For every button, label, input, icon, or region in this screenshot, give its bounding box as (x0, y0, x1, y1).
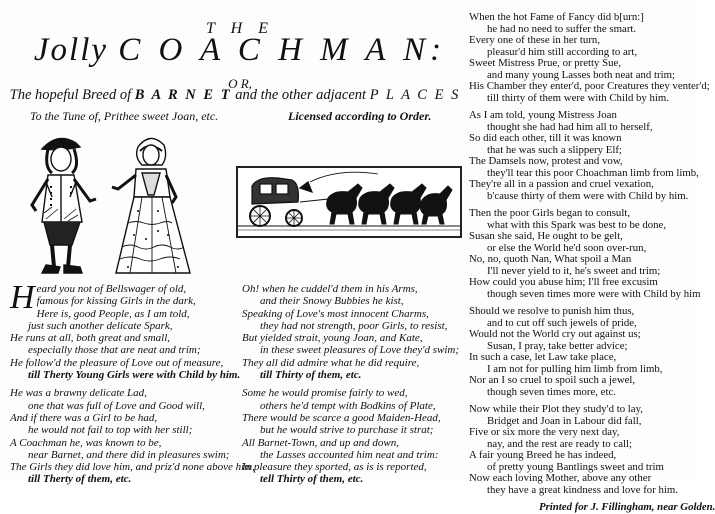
verse-line: When the hot Fame of Fancy did b[urn:] (469, 11, 644, 23)
verse-line: till Therty of them, etc. (28, 473, 132, 486)
woodcut-coach-svg (238, 168, 460, 236)
verse-line: The Girls they did love him, and priz'd none above him, (10, 461, 255, 474)
verse-line: near Barnet, and there did in pleasures swim; (28, 448, 230, 461)
license-line: Licensed according to Order. (288, 109, 432, 123)
verse-line: No, no, quoth Nan, What spoil a Man (469, 253, 632, 265)
verse-column-2 (242, 283, 459, 486)
verse-line: till thirty of them were with Child by him. (487, 91, 670, 104)
verse-line: till Therty Young Girls were with Child by him. (28, 369, 241, 382)
verse-line: As I am told, young Mistress Joan (469, 109, 617, 121)
verse-line: they had not strength, poor Girls, to resist, (260, 319, 448, 332)
verse-line: they have a great kindness and love for him. (487, 483, 678, 496)
verse-line: and their Snowy Bubbies he kist, (260, 295, 404, 308)
title-the: T H E (206, 20, 274, 37)
subtitle-part-c: and the other adjacent (235, 87, 367, 103)
subtitle-barnet: B A R N E T (134, 87, 232, 103)
verse-line: just such another delicate Spark, (28, 319, 173, 332)
verse-line: or else the World he'd soon over-run, (487, 241, 647, 254)
verse-line: Oh! when he cuddel'd them in his Arms, (242, 283, 418, 295)
verse-line: I'll never yield to it, he's sweet and trim; (487, 264, 661, 277)
verse-line: he would not fail to top with her still; (28, 424, 193, 437)
verse-line: Bridget and Joan in Labour did fall, (487, 414, 642, 427)
drop-cap: H (10, 279, 35, 316)
verse-line: but he would strive to purchase it strat; (260, 424, 434, 437)
verse-line: and to cut off such jewels of pride, (487, 316, 637, 329)
verse-line: b'cause thirty of them were with Child by him. (487, 189, 689, 202)
printer-imprint: Printed for J. Fillingham, near Golden. (539, 501, 715, 513)
verse-line: They're all in a passion and cruel vexation, (469, 178, 654, 190)
subtitle (6, 87, 464, 104)
verse-line: Should we resolve to punish him thus, (469, 305, 635, 317)
subtitle-places: P L A C E S (369, 87, 461, 103)
verse-line: How could you abuse him; I'll free excusim (469, 276, 658, 288)
verse-line: nay, and the rest are ready to call; (487, 437, 632, 450)
verse-line: though seven times more, etc. (487, 385, 616, 398)
verse-line: Five or six more the very next day, (469, 426, 620, 438)
title-main (20, 32, 460, 69)
verse-line: Now while their Plot they study'd to lay, (469, 403, 643, 415)
verse-line: Would not the World cry out against us; (469, 328, 641, 340)
verse-line: They all did admire what he did require, (242, 356, 420, 369)
verse-line: others he'd tempt with Bodkins of Plate, (260, 399, 436, 412)
verse-line: So did each other, till it was known (469, 132, 622, 144)
verse-line: There would be scarce a good Maiden-Head, (242, 411, 441, 424)
verse-line: Now each loving Mother, above any other (469, 472, 652, 484)
verse-line: till Thirty of them, etc. (260, 369, 362, 382)
verse-line: Susan, I pray, take better advice; (487, 339, 628, 352)
verse-line: The Damsels now, protest and vow, (469, 155, 623, 167)
verse-line: though seven times more were with Child by him (487, 287, 701, 300)
verse-line: tell Thirty of them, etc. (260, 473, 364, 486)
woodcut-couple-svg (18, 127, 206, 279)
verse-line: He runs at all, both great and small, (10, 332, 171, 345)
verse-line: eard you not of Bellswager of old, (36, 283, 187, 295)
verse-line: famous for kissing Girls in the dark, (36, 295, 196, 308)
verse-line: especially those that are neat and trim; (28, 344, 201, 357)
verse-line: Here is, good People, as I am told, (36, 307, 190, 320)
verse-line: He follow'd the pleasure of Love out of measure, (10, 356, 224, 369)
subtitle-part-a: The hopeful Breed of (9, 87, 132, 103)
verse-line: Sweet Mistress Prue, or pretty Sue, (469, 57, 622, 69)
verse-line: In pleasure they sported, as is is reported, (242, 461, 427, 474)
verse-line: In such a case, let Law take place, (469, 351, 617, 363)
verse-line: thought she had had him all to herself, (487, 120, 653, 133)
verse-line: And if there was a Girl to be had, (10, 411, 158, 424)
verse-line: All Barnet-Town, and up and down, (242, 436, 399, 449)
verse-line: and many young Lasses both neat and trim; (487, 68, 676, 81)
verse-line: that he was such a slippery Elf; (487, 143, 622, 156)
woodcut-coach-illustration (236, 166, 462, 238)
verse-line: A Coachman he, was known to be, (10, 436, 162, 449)
verse-line: He was a brawny delicate Lad, (10, 387, 147, 400)
verse-line: Speaking of Love's most innocent Charms, (242, 307, 429, 320)
title-word-jolly: Jolly (33, 32, 109, 68)
verse-line: Susan she said, He ought to be gelt, (469, 230, 623, 242)
verse-line: they'll tear this poor Choachman limb from limb, (487, 166, 699, 179)
verse-line: A fair young Breed he has indeed, (469, 449, 617, 461)
woodcut-couple-illustration (18, 127, 206, 279)
title-or: O R, (228, 76, 252, 91)
title-word-coachman: C O A C H M A N: (118, 32, 447, 68)
verse-line: Some he would promise fairly to wed, (242, 387, 408, 400)
verse-line: in these sweet pleasures of Love they'd swim; (260, 344, 459, 357)
verse-line: Then the poor Girls began to consult, (469, 207, 631, 219)
verse-column-3 (469, 12, 715, 514)
verse-line: what with this Spark was best to be done, (487, 218, 667, 231)
verse-line: His Chamber they enter'd, poor Creatures they venter'd; (469, 80, 710, 92)
verse-column-1 (10, 279, 255, 486)
verse-line: of pretty young Bantlings sweet and trim (487, 460, 664, 473)
verse-line: Every one of these in her turn, (469, 34, 601, 46)
verse-line: I am not for pulling him limb from limb, (487, 362, 663, 375)
verse-line: Nor an I so cruel to spoil such a jewel, (469, 374, 636, 386)
verse-line: pleasur'd him still according to art, (487, 45, 638, 58)
verse-line: But yielded strait, young Joan, and Kate, (242, 332, 423, 345)
verse-line: the Lasses accounted him neat and trim: (260, 448, 439, 461)
tune-line: To the Tune of, Prithee sweet Joan, etc. (30, 109, 219, 123)
verse-line: one that was full of Love and Good will, (28, 399, 205, 412)
verse-line: he had no need to suffer the smart. (487, 22, 637, 35)
